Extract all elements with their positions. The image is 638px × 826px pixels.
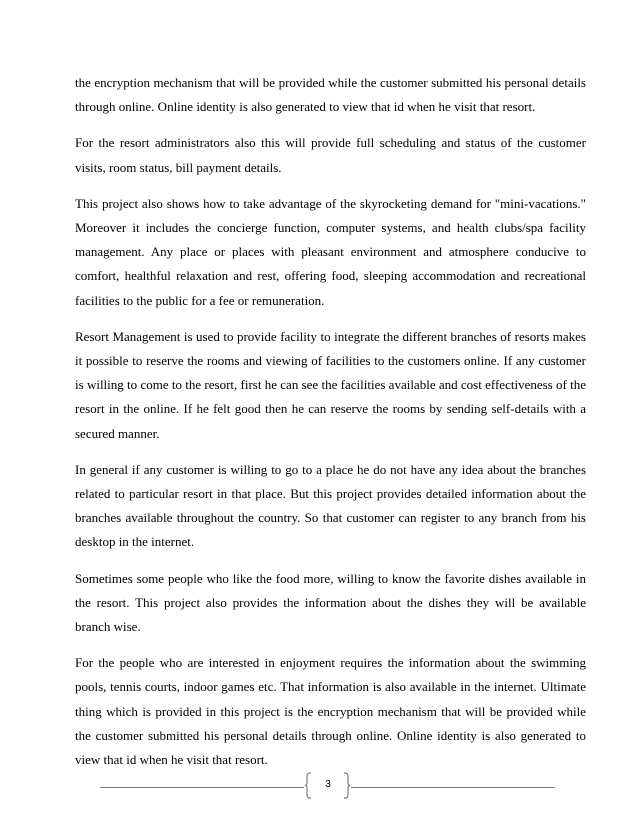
page-footer [100, 772, 555, 802]
right-brace-icon [343, 772, 351, 799]
footer-rule-left [100, 787, 304, 788]
paragraph-2: For the resort administrators also this will provide full scheduling and status of the customer visits, room status, bill payment details. [75, 135, 586, 175]
footer-rule-right [351, 787, 555, 788]
left-brace-icon [304, 772, 312, 799]
paragraph-7: For the people who are interested in enjoyment requires the information about the swimming pools, tennis courts, indoor games etc. That information is also available in the internet. Ultimate thing which is provided in this project is the encryption mechanism that will be provided while the customer submitted his personal details through online. Online identity is also generated to view that id when he visit that resort. [75, 655, 586, 768]
paragraph-1: the encryption mechanism that will be provided while the customer submitted his personal details through online. Online identity is also generated to view that id when he visit that resort. [75, 75, 586, 115]
paragraph-6: Sometimes some people who like the food more, willing to know the favorite dishes available in the resort. This project also provides the information about the dishes they will be available branch wise. [75, 570, 586, 635]
paragraph-4: Resort Management is used to provide facility to integrate the different branches of resorts makes it possible to reserve the rooms and viewing of facilities to the customers online. If any customer is willing to come to the resort, first he can see the facilities available and cost effectiveness of the resort in the online. If he felt good then he can reserve the rooms by sending self-details with a secured manner. [75, 328, 586, 441]
paragraph-3: This project also shows how to take advantage of the skyrocketing demand for "mini-vacations." Moreover it includes the concierge function, computer systems, and health clubs/spa facility management. Any place or places with pleasant environment and atmosphere conducive to comfort, healthful relaxation and rest, offering food, sleeping accommodation and recreational facilities to the public for a fee or remuneration. [75, 195, 586, 308]
body-text [75, 71, 586, 784]
page-number: 3 [325, 779, 331, 790]
paragraph-5: In general if any customer is willing to go to a place he do not have any idea about the branches related to particular resort in that place. But this project provides detailed information about the branches available throughout the country. So that customer can register to any branch from his desktop in the internet. [75, 461, 586, 550]
